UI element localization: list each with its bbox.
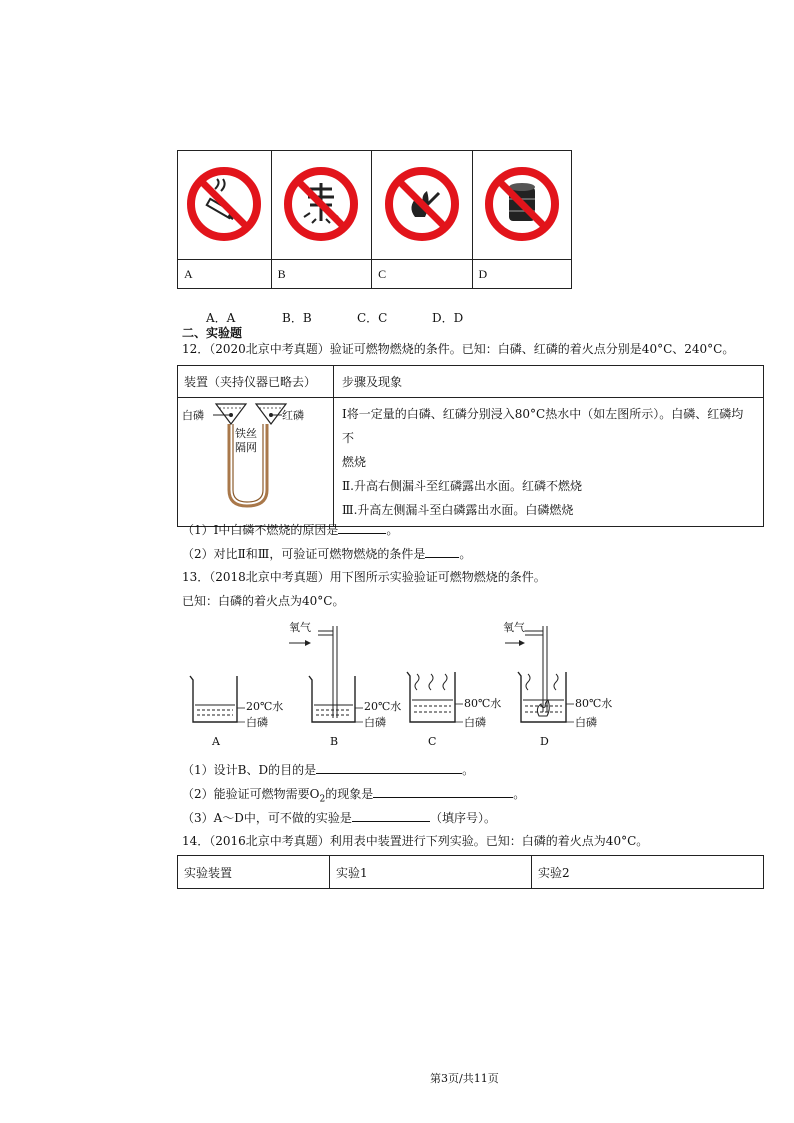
phosphorus-label-a: 白磷 [246, 716, 268, 729]
beaker-c [407, 672, 463, 722]
label-red-phosphorus: 红磷 [282, 409, 304, 422]
beaker-label-c: C [428, 735, 437, 748]
sign-cell-c [372, 151, 472, 260]
sign-cell-d [472, 151, 572, 260]
label-white-phosphorus: 白磷 [182, 409, 204, 422]
q12-sub2-blank[interactable] [425, 545, 459, 558]
q12-header-right: 步骤及现象 [334, 366, 764, 398]
q12-sub2: （2）对比Ⅱ和Ⅲ，可验证可燃物燃烧的条件是 。 [182, 547, 472, 561]
warning-signs-table [177, 150, 572, 289]
no-stacking-fireworks-icon [282, 165, 360, 243]
page-footer: 第3页/共11页 [430, 1072, 499, 1085]
beaker-label-d: D [540, 735, 549, 748]
q13-sub3: （3）A～D中，可不做的实验是 （填序号）。 [182, 811, 496, 825]
sign-cell-a [178, 151, 272, 260]
q13-sub1: （1）设计B、D的目的是 。 [182, 763, 475, 777]
q11-option-d[interactable]: D．D [432, 311, 464, 325]
water-label-b: 20℃水 [364, 700, 402, 713]
q12-header-left: 装置（夹持仪器已略去） [178, 366, 334, 398]
no-smoking-icon [185, 165, 263, 243]
q12-table [177, 365, 764, 527]
beaker-b [289, 626, 363, 722]
q13-sub2: （2）能验证可燃物需要$O_2$的现象是 。 [182, 787, 526, 805]
phosphorus-label-c: 白磷 [464, 716, 486, 729]
sign-label-b: B [271, 260, 371, 289]
section-title: 二、实验题 [182, 326, 243, 340]
beaker-label-a: A [212, 735, 220, 748]
q13-given: 已知：白磷的着火点为40°C。 [182, 594, 345, 608]
phosphorus-label-d: 白磷 [575, 716, 597, 729]
beaker-a [190, 676, 245, 722]
label-mesh-line2: 隔网 [235, 441, 257, 454]
q11-option-b[interactable]: B．B [282, 311, 312, 325]
no-open-flame-icon [383, 165, 461, 243]
q12-step-3: Ⅲ.升高左侧漏斗至白磷露出水面。白磷燃烧 [342, 503, 574, 517]
q14-header-exp1: 实验1 [330, 856, 532, 889]
q12-step-1-cont: 燃烧 [342, 455, 367, 469]
q13-sub2-blank[interactable] [373, 785, 513, 798]
water-label-a: 20℃水 [246, 700, 284, 713]
q13-sub1-blank[interactable] [316, 761, 462, 774]
q11-option-a[interactable]: A．A [206, 311, 236, 325]
beaker-d [505, 626, 574, 722]
no-oil-drum-icon [483, 165, 561, 243]
q14-stem: 14．（2016北京中考真题）利用表中装置进行下列实验。已知：白磷的着火点为40°C。 [182, 834, 649, 848]
water-label-c: 80℃水 [464, 697, 502, 710]
q13-figure [185, 618, 615, 750]
sign-label-a: A [178, 260, 272, 289]
sign-label-d: D [472, 260, 572, 289]
q13-sub3-blank[interactable] [352, 809, 430, 822]
q13-stem: 13．（2018北京中考真题）用下图所示实验验证可燃物燃烧的条件。 [182, 570, 546, 584]
q14-table [177, 855, 764, 889]
q12-steps-cell [334, 398, 764, 527]
q12-sub1-blank[interactable] [338, 521, 386, 534]
q12-sub1: （1）Ⅰ中白磷不燃烧的原因是 。 [182, 523, 399, 537]
q14-header-apparatus: 实验装置 [178, 856, 330, 889]
oxygen-label-d: 氧气 [503, 621, 525, 634]
phosphorus-label-b: 白磷 [364, 716, 386, 729]
beaker-label-b: B [330, 735, 339, 748]
q12-stem: 12．（2020北京中考真题）验证可燃物燃烧的条件。已知：白磷、红磷的着火点分别是40°C、240°C。 [182, 342, 735, 356]
q12-step-1: Ⅰ将一定量的白磷、红磷分别浸入80°C热水中（如左图所示）。白磷、红磷均不 [342, 407, 744, 445]
q12-step-2: Ⅱ.升高右侧漏斗至红磷露出水面。红磷不燃烧 [342, 479, 582, 493]
oxygen-label-b: 氧气 [289, 621, 311, 634]
water-label-d: 80℃水 [575, 697, 613, 710]
sign-label-c: C [372, 260, 472, 289]
q14-header-exp2: 实验2 [532, 856, 764, 889]
sign-cell-b [271, 151, 371, 260]
q11-option-c[interactable]: C．C [357, 311, 388, 325]
q12-apparatus-cell [178, 398, 334, 527]
label-mesh-line1: 铁丝 [235, 427, 257, 440]
